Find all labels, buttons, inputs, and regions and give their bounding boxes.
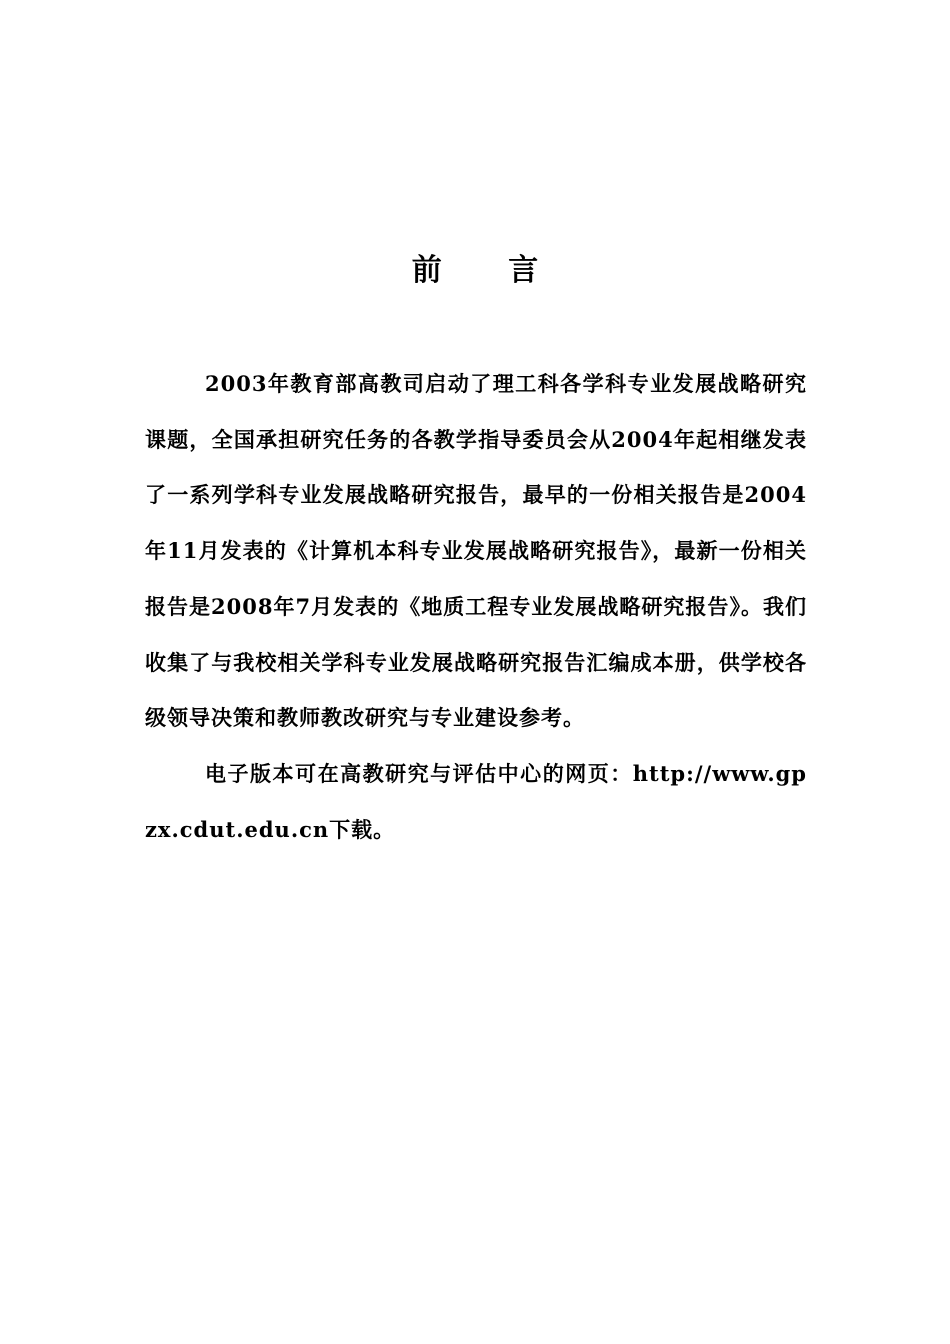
body-text xyxy=(145,356,807,857)
paragraph-intro: 2003年教育部高教司启动了理工科各学科专业发展战略研究课题，全国承担研究任务的各教学指导委员会从2004年起相继发表了一系列学科专业发展战略研究报告，最早的一份相关报告是2004年11月发表的《计算机本科专业发展战略研究报告》，最新一份相关报告是2008年7月发表的《地质工程专业发展战略研究报告》。我们收集了与我校相关学科专业发展战略研究报告汇编成本册，供学校各级领导决策和教师教改研究与专业建设参考。 xyxy=(145,371,807,731)
paragraph-download: 电子版本可在高教研究与评估中心的网页：http://www.gpzx.cdut.edu.cn下载。 xyxy=(145,760,807,842)
page-title: 前 言 xyxy=(411,253,567,288)
